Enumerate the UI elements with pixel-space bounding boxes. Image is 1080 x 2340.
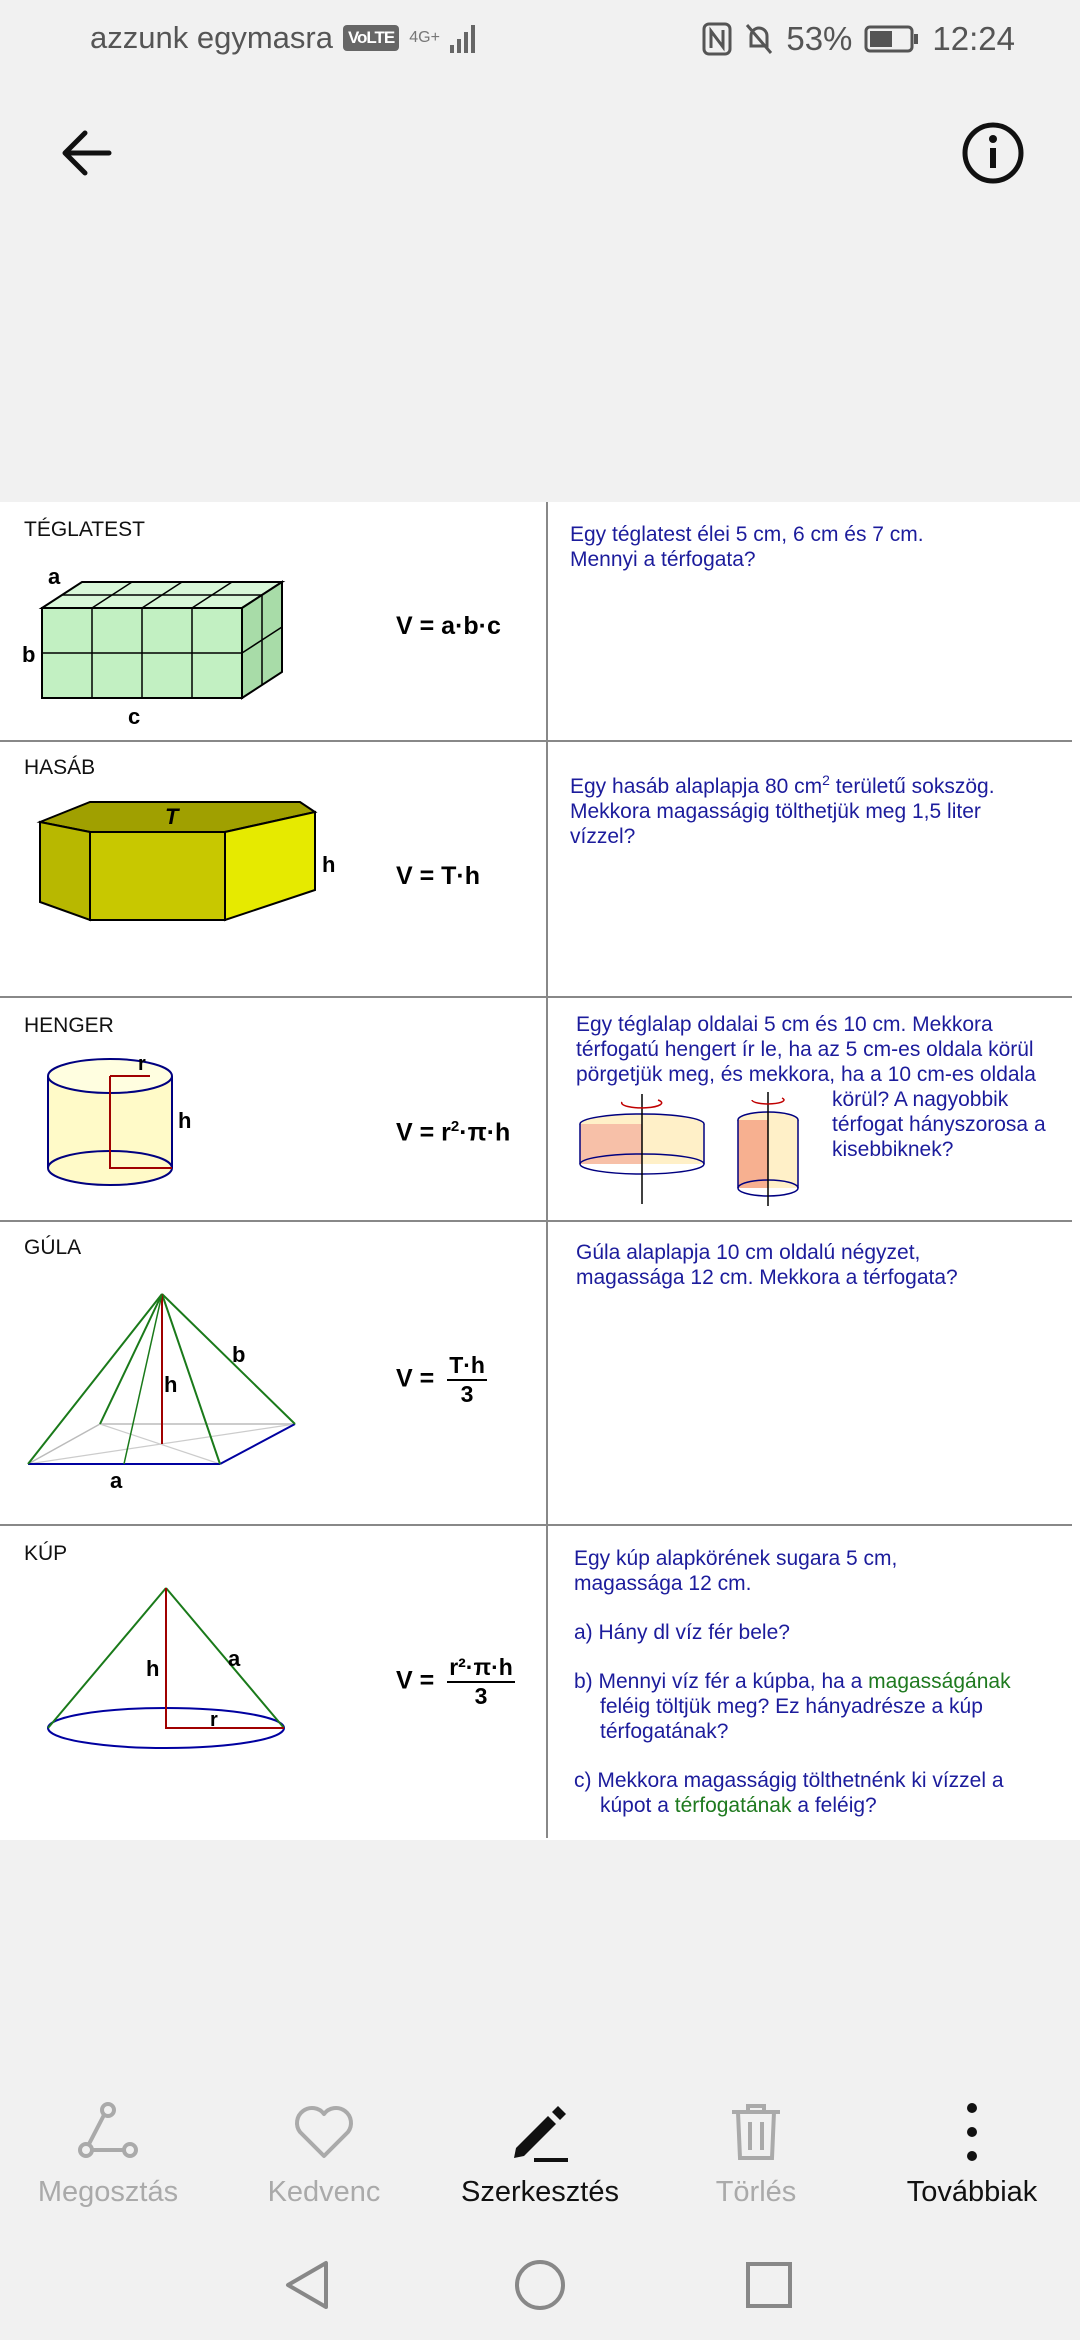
triangle-back-icon: [282, 2259, 332, 2311]
shape-title: TÉGLATEST: [24, 518, 145, 541]
label-b: b: [232, 1342, 246, 1367]
formula: V = T·h: [396, 862, 481, 890]
label-c: c: [128, 704, 141, 729]
more-vert-icon: [940, 2100, 1004, 2164]
network-type: 4G+: [409, 29, 440, 46]
system-navigation-bar: [0, 2230, 1080, 2330]
problem-text: Egy téglatest élei 5 cm, 6 cm és 7 cm. Mennyi a térfogata?: [570, 523, 924, 571]
signal-icon: [450, 23, 476, 53]
problem-text: Egy téglalap oldalai 5 cm és 10 cm. Mekkora térfogatú hengert ír le, ha az 5 cm-es oldala körül pörgetjük meg, és mekkora, ha a 10 cm-es oldala: [576, 1013, 1036, 1086]
favorite-button[interactable]: Kedvenc: [216, 2080, 432, 2220]
label-h: h: [178, 1108, 192, 1133]
label-a: a: [228, 1646, 241, 1671]
system-recents-button[interactable]: [734, 2250, 804, 2320]
label-T: T: [165, 804, 179, 829]
heart-icon: [292, 2100, 356, 2164]
share-button[interactable]: Megosztás: [0, 2080, 216, 2220]
prism-diagram: [30, 792, 350, 972]
formula: V = $\frac{\text{r²·π·h}}{3}$: [396, 1654, 513, 1709]
problem-text: Egy kúp alapkörének sugara 5 cm, magassága 12 cm. a) Hány dl víz fér bele? b) Mennyi víz fér a kúpba, ha a magasságának feléig töltjük meg? Ez hányadrésze a kúp térfogatának? c) Mekkora magasságig tölthetnénk ki vízzel a kúpot a térfogatának a feléig?: [574, 1547, 1011, 1817]
label-h: h: [146, 1656, 160, 1681]
row-hasab: [0, 742, 1072, 998]
shape-title: GÚLA: [24, 1236, 82, 1259]
label-h: h: [322, 852, 336, 877]
label-a: a: [48, 564, 61, 589]
row-kup: [0, 1526, 1072, 1838]
top-app-bar: [0, 100, 1080, 210]
volte-badge: VoLTE: [343, 25, 399, 51]
row-henger: [0, 998, 1072, 1222]
back-button[interactable]: [42, 108, 132, 198]
worksheet-image: [0, 502, 1080, 1840]
bottom-action-bar: [0, 2080, 1080, 2220]
status-bar: [0, 0, 1080, 80]
nfc-icon: [702, 22, 732, 56]
shape-title: HENGER: [24, 1014, 114, 1037]
carrier-name: azzunk egymasra: [90, 20, 333, 55]
trash-icon: [724, 2100, 788, 2164]
more-button[interactable]: Továbbiak: [864, 2080, 1080, 2220]
battery-icon: [864, 24, 920, 54]
cuboid-diagram: [20, 552, 300, 732]
battery-percent: 53%: [786, 20, 853, 57]
cylinder-diagram: [40, 1058, 210, 1208]
column-divider: [546, 1222, 548, 1524]
formula: V = a·b·c: [396, 612, 501, 640]
problem-text-side: körül? A nagyobbik térfogat hányszorosa a kisebbiknek?: [832, 1088, 1046, 1161]
rotation-diagram: [576, 1090, 816, 1210]
row-gula: [0, 1222, 1072, 1526]
label-r: r: [210, 1709, 218, 1731]
system-back-button[interactable]: [272, 2250, 342, 2320]
cone-diagram: [36, 1576, 296, 1776]
delete-button[interactable]: Törlés: [648, 2080, 864, 2220]
problem-text: Gúla alaplapja 10 cm oldalú négyzet, magassága 12 cm. Mekkora a térfogata?: [576, 1241, 958, 1289]
label-r: r: [138, 1058, 146, 1075]
shape-title: KÚP: [24, 1542, 68, 1565]
info-icon: [961, 121, 1025, 185]
formula: $V = r^2\cdot\pi\cdot h$: [396, 1118, 511, 1147]
system-home-button[interactable]: [505, 2250, 575, 2320]
share-icon: [76, 2100, 140, 2164]
problem-text: Egy hasáb alaplapja 80 $cm^2$ területű sokszög. Mekkora magasságig tölthetjük meg 1,5 liter vízzel?: [570, 772, 995, 848]
edit-icon: [508, 2100, 572, 2164]
clock: 12:24: [932, 20, 1015, 57]
edit-button[interactable]: Szerkesztés: [432, 2080, 648, 2220]
arrow-left-icon: [57, 123, 117, 183]
shape-title: HASÁB: [24, 756, 96, 779]
formula: V = $\frac{T\cdot h}{3}$: [396, 1352, 485, 1407]
label-b: b: [22, 642, 36, 667]
row-teglatest: [0, 502, 1072, 742]
bell-off-icon: [744, 22, 774, 56]
label-a: a: [110, 1468, 123, 1493]
column-divider: [546, 742, 548, 996]
column-divider: [546, 502, 548, 740]
circle-home-icon: [513, 2258, 567, 2312]
pyramid-diagram: [20, 1282, 310, 1502]
square-recents-icon: [744, 2260, 794, 2310]
label-h: h: [164, 1372, 178, 1397]
column-divider: [546, 1526, 548, 1838]
column-divider: [546, 998, 548, 1220]
info-button[interactable]: [948, 108, 1038, 198]
